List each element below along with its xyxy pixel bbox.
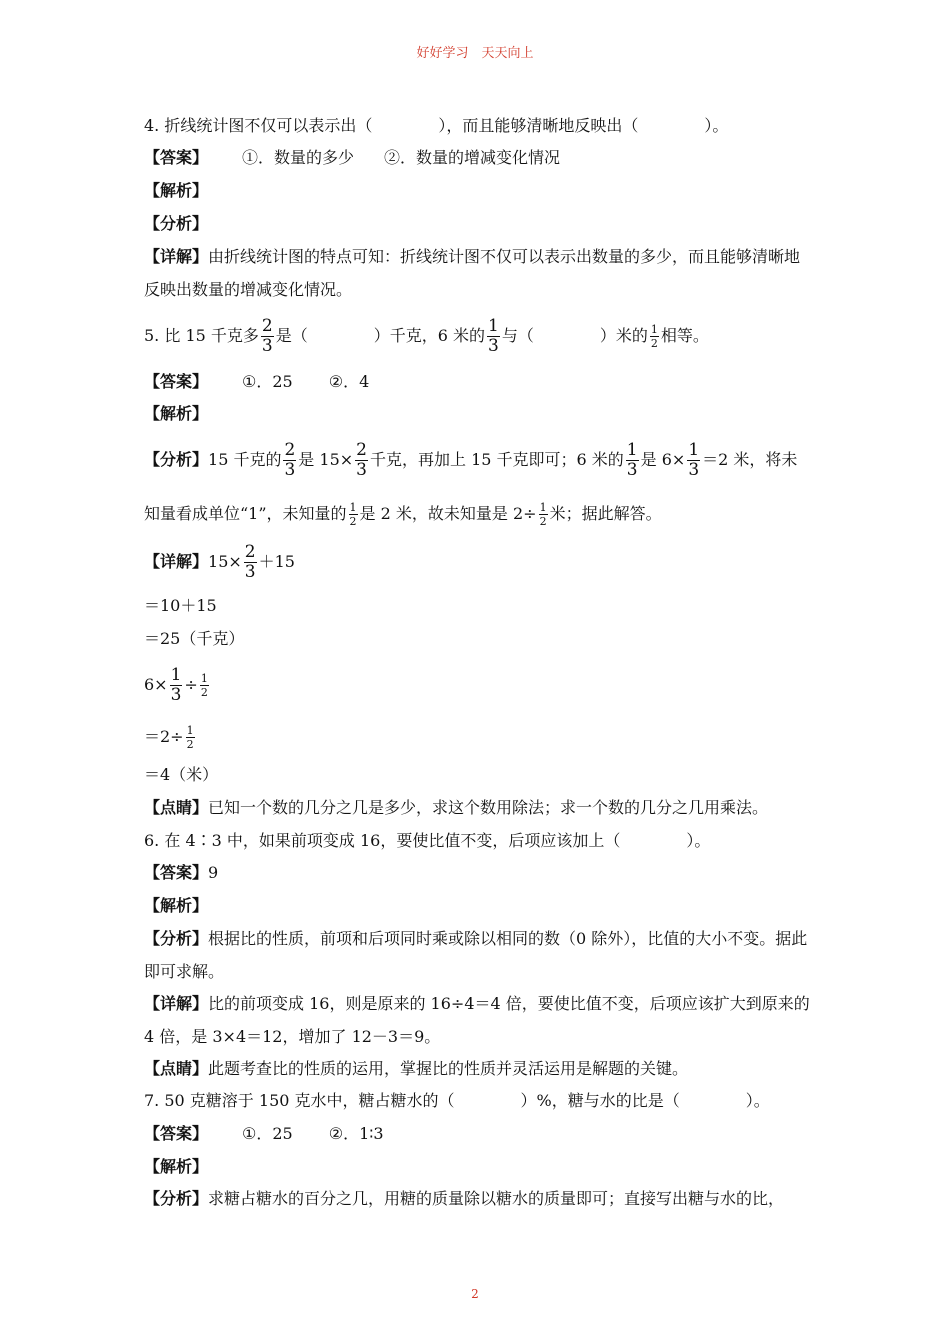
fenxi-tag: 【分析】 xyxy=(144,214,209,233)
question-number: 7. xyxy=(144,1091,160,1110)
question-6-dianjing: 【点睛】此题考查比的性质的运用，掌握比的性质并灵活运用是解题的关键。 xyxy=(144,1059,689,1078)
detail-tag: 【详解】 xyxy=(144,552,209,571)
question-5-dianjing: 【点睛】已知一个数的几分之几是多少，求这个数用除法；求一个数的几分之几用乘法。 xyxy=(144,798,769,817)
calc-step: 6× $\frac{1}{3}$ ÷ $\frac{1}{2}$ xyxy=(144,665,208,705)
fraction-one-half: $\frac{1}{2}$ xyxy=(186,724,194,751)
question-number: 4. xyxy=(144,116,160,135)
question-5-detail: 【详解】15× $\frac{2}{3}$ ＋15 xyxy=(144,542,295,582)
fenxi-tag: 【分析】 xyxy=(144,450,209,469)
fraction-one-third: $\frac{1}{3}$ xyxy=(688,440,700,480)
fraction-one-third: $\frac{1}{3}$ xyxy=(626,440,638,480)
calc-step: ＝2÷ $\frac{1}{2}$ xyxy=(144,724,194,751)
jiexi-tag: 【解析】 xyxy=(144,896,209,915)
fraction-one-half: $\frac{1}{2}$ xyxy=(539,501,547,528)
answer-tag: 【答案】 xyxy=(144,148,209,167)
answer-tag: 【答案】 xyxy=(144,372,209,391)
fraction-one-third: $\frac{1}{3}$ xyxy=(488,316,499,356)
answer-tag: 【答案】 xyxy=(144,863,209,882)
question-5-answer: 【答案】 ①．25 ②．4 xyxy=(144,372,370,391)
question-5-stem: 5. 比 15 千克多 $\frac{2}{3}$ 是（ ）千克，6 米的 $\frac{1}{3}$ 与（ ）米的 $\frac{1}{2}$ 相等。 xyxy=(144,316,709,356)
fraction-two-thirds: $\frac{2}{3}$ xyxy=(356,440,367,480)
jiexi-tag: 【解析】 xyxy=(144,1157,209,1176)
calc-step: ＝25（千克） xyxy=(144,629,245,648)
jiexi-tag: 【解析】 xyxy=(144,181,209,200)
question-7-stem: 7. 50 克糖溶于 150 克水中，糖占糖水的（ ）%，糖与水的比是（ ）。 xyxy=(144,1091,770,1110)
question-5-fenxi: 【分析】15 千克的 $\frac{2}{3}$ 是 15× $\frac{2}{3}$ 千克，再加上 15 千克即可；6 米的 $\frac{1}{3}$ 是 6× $\frac{1}{3}$ ＝2 米，将未 xyxy=(144,440,798,480)
calc-step: ＝4（米） xyxy=(144,765,219,784)
fraction-one-half: $\frac{1}{2}$ xyxy=(349,501,357,528)
question-6-detail: 【详解】比的前项变成 16，则是原来的 16÷4＝4 倍，要使比值不变，后项应该扩大到原来的 4 倍，是 3×4＝12，增加了 12－3＝9。 xyxy=(144,994,810,1046)
question-4-answer: 【答案】 ①．数量的多少 ②．数量的增减变化情况 xyxy=(144,148,561,167)
jiexi-tag: 【解析】 xyxy=(144,404,209,423)
page-number: 2 xyxy=(471,1287,479,1301)
question-6-stem: 6. 在 4∶3 中，如果前项变成 16，要使比值不变，后项应该加上（ ）。 xyxy=(144,831,711,850)
page-header: 好好学习 天天向上 xyxy=(416,46,534,61)
fraction-two-thirds: $\frac{2}{3}$ xyxy=(244,542,256,582)
answer-tag: 【答案】 xyxy=(144,1124,209,1143)
fraction-one-half: $\frac{1}{2}$ xyxy=(200,672,208,699)
question-5-fenxi-cont: 知量看成单位“1”，未知量的 $\frac{1}{2}$ 是 2 米，故未知量是 2÷ $\frac{1}{2}$ 米；据此解答。 xyxy=(144,501,662,528)
question-number: 6. xyxy=(144,831,160,850)
question-4-detail: 【详解】由折线统计图的特点可知：折线统计图不仅可以表示出数量的多少，而且能够清晰地反映出数量的增减变化情况。 xyxy=(144,247,801,299)
question-4-stem: 4. 折线统计图不仅可以表示出（ ），而且能够清晰地反映出（ ）。 xyxy=(144,116,729,135)
question-7-fenxi: 【分析】求糖占糖水的百分之几，用糖的质量除以糖水的质量即可；直接写出糖与水的比， xyxy=(144,1189,785,1208)
question-6-fenxi: 【分析】根据比的性质，前项和后项同时乘或除以相同的数（0 除外），比值的大小不变。据此即可求解。 xyxy=(144,929,808,981)
fraction-one-half: $\frac{1}{2}$ xyxy=(650,323,658,350)
question-6-answer: 【答案】9 xyxy=(144,863,219,882)
fraction-two-thirds: $\frac{2}{3}$ xyxy=(284,440,296,480)
fraction-one-third: $\frac{1}{3}$ xyxy=(170,665,182,705)
question-7-answer: 【答案】 ①．25 ②．1∶3 xyxy=(144,1124,384,1143)
fraction-two-thirds: $\frac{2}{3}$ xyxy=(261,316,273,356)
calc-step: ＝10＋15 xyxy=(144,596,217,615)
question-number: 5. xyxy=(144,326,160,345)
